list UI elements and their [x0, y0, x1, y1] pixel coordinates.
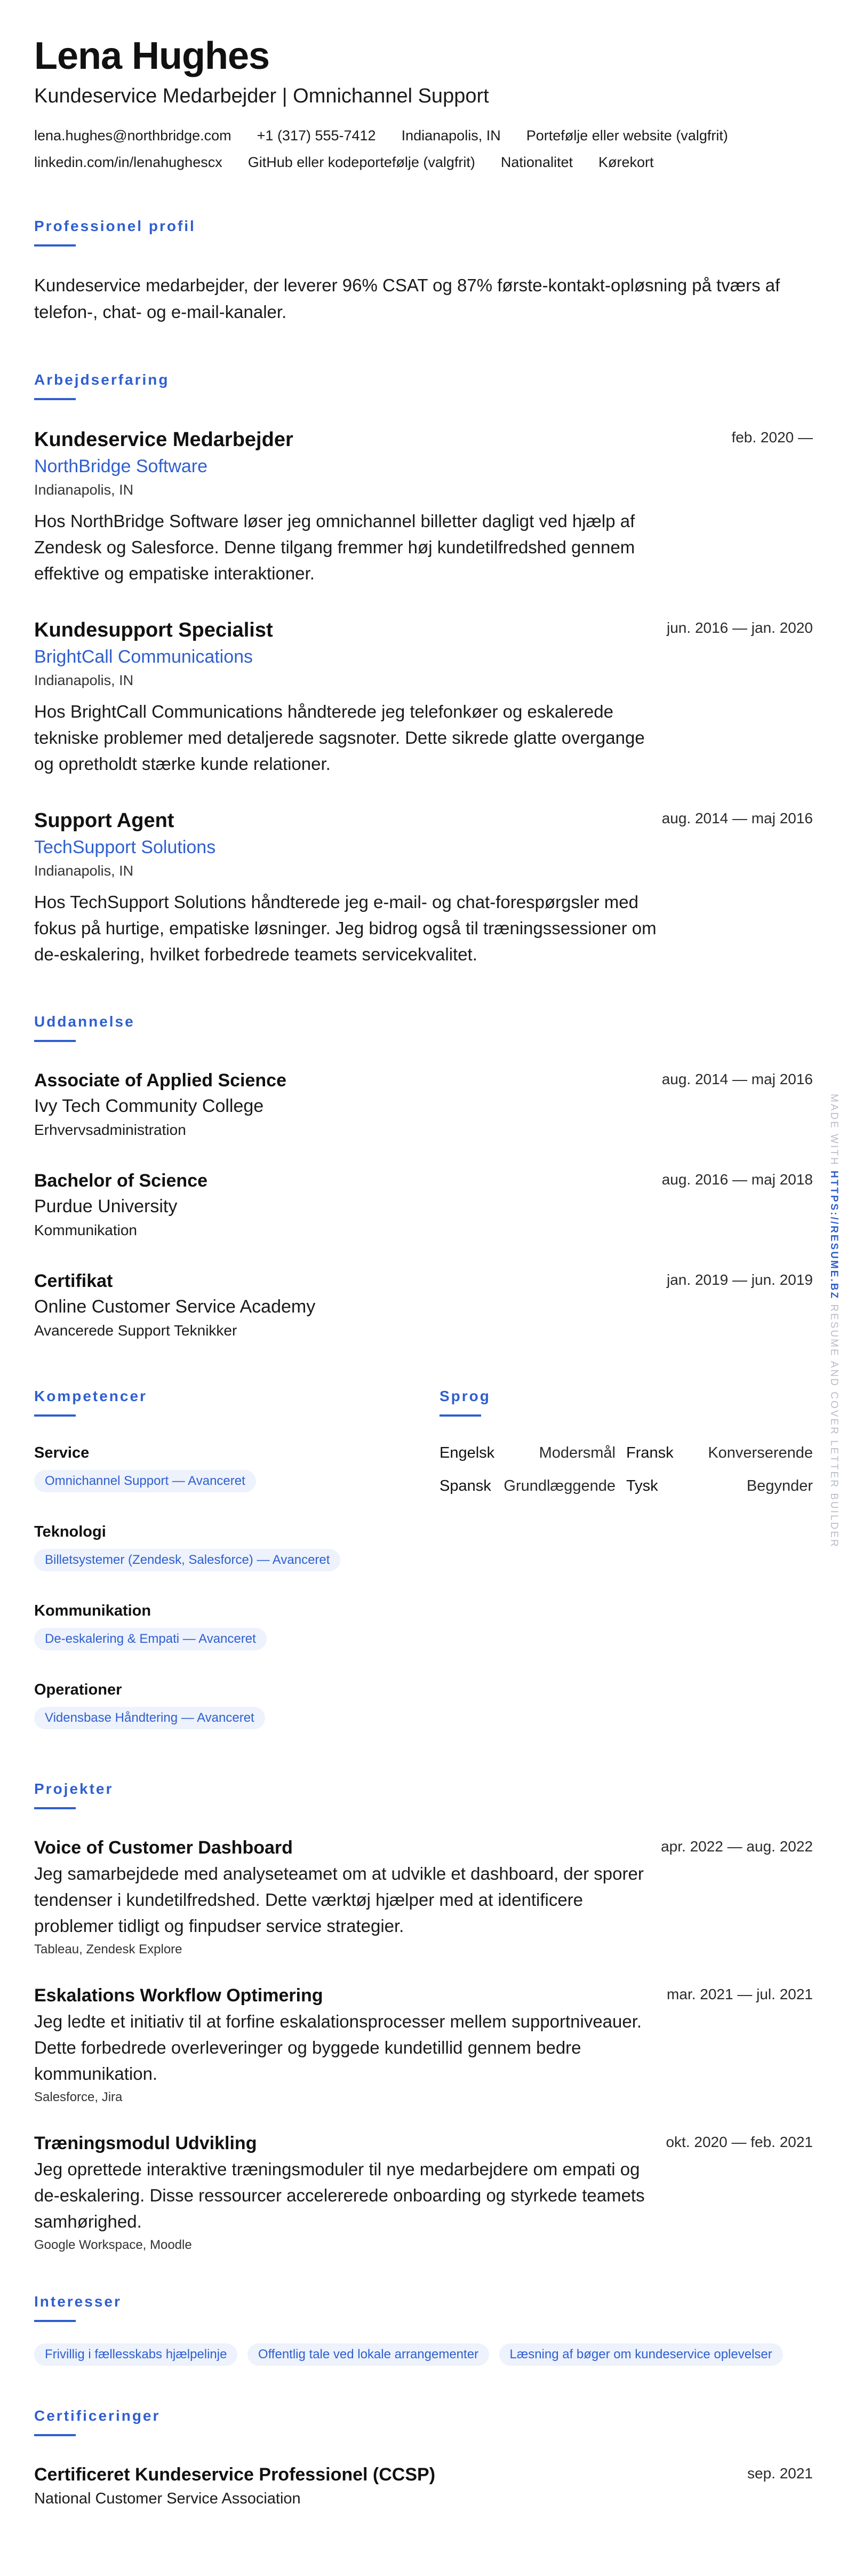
certification-entry	[34, 2462, 813, 2510]
entry-location: Indianapolis, IN	[34, 672, 134, 688]
entry-degree: Certifikat	[34, 1271, 113, 1291]
entry-role: Support Agent	[34, 809, 174, 832]
skills-languages-row	[34, 1387, 813, 1758]
skill-group	[34, 1442, 440, 1500]
contact-row	[34, 126, 802, 172]
skill-group	[34, 1679, 440, 1737]
builder-watermark	[826, 1094, 842, 1548]
languages-section	[440, 1387, 813, 1758]
entry-role: Kundesupport Specialist	[34, 619, 273, 641]
entry-role: Kundeservice Medarbejder	[34, 428, 293, 451]
skill-group	[34, 1521, 440, 1579]
section-divider	[34, 2434, 76, 2436]
entry-description: Hos TechSupport Solutions håndterede jeg e-mail- og chat-forespørgsler med fokus på hurtige, empatiske løsninger. Jeg bidrog også til træningssessioner om de-eskalering, hvilket forbedrede teamets servicekvalitet.	[34, 892, 657, 964]
language-level: Begynder	[746, 1477, 813, 1494]
contact-drivers-license: Kørekort	[598, 154, 654, 170]
skill-chip: Omnichannel Support — Avanceret	[34, 1470, 256, 1492]
skill-category: Service	[34, 1444, 90, 1461]
contact-location: Indianapolis, IN	[401, 128, 501, 144]
interest-chip: Læsning af bøger om kundeservice oplevelser	[499, 2343, 783, 2366]
entry-degree: Bachelor of Science	[34, 1171, 208, 1191]
skill-chip: Billetsystemer (Zendesk, Salesforce) — Avanceret	[34, 1549, 340, 1571]
entry-date: feb. 2020 —	[731, 429, 813, 446]
project-name: Voice of Customer Dashboard	[34, 1838, 293, 1858]
project-entry	[34, 1983, 813, 2107]
entry-date: mar. 2021 — jul. 2021	[667, 1986, 813, 2002]
section-divider	[34, 1040, 76, 1042]
skill-category: Operationer	[34, 1681, 122, 1698]
contact-portfolio[interactable]: Portefølje eller website (valgfrit)	[526, 128, 728, 144]
certifications-section	[34, 2406, 813, 2510]
contact-github[interactable]: GitHub eller kodeportefølje (valgfrit)	[247, 154, 475, 170]
experience-entry	[34, 426, 813, 586]
skill-chip: De-eskalering & Empati — Avanceret	[34, 1628, 267, 1650]
entry-description: Hos BrightCall Communications håndterede jeg telefonkøer og eskalerede tekniske problemer med detaljerede sagsnoter. Dette sikrede glatte overgange og opretholdt stærke kunde relationer.	[34, 702, 645, 774]
experience-section	[34, 370, 813, 967]
entry-date: aug. 2014 — maj 2016	[661, 810, 813, 826]
contact-linkedin[interactable]: linkedin.com/in/lenahughescx	[34, 154, 222, 170]
section-title: Kompetencer	[34, 1388, 147, 1404]
language-item	[440, 1442, 626, 1464]
entry-date: jan. 2019 — jun. 2019	[667, 1271, 813, 1288]
experience-entry	[34, 616, 813, 777]
certification-name: Certificeret Kundeservice Professionel (CCSP)	[34, 2464, 436, 2485]
project-name: Træningsmodul Udvikling	[34, 2133, 257, 2153]
interest-chip: Offentlig tale ved lokale arrangementer	[247, 2343, 489, 2366]
contact-email[interactable]: lena.hughes@northbridge.com	[34, 128, 231, 144]
watermark-text	[828, 1094, 840, 1548]
section-title: Projekter	[34, 1780, 114, 1797]
skills-section	[34, 1387, 440, 1758]
project-description: Jeg ledte et initiativ til at forfine eskalationsprocesser mellem supportniveauer. Dette forbedrede overleveringer og byggede kundetillid gennem bedre kommunikation.	[34, 2011, 642, 2084]
language-item	[440, 1475, 626, 1497]
entry-school: Purdue University	[34, 1196, 178, 1217]
section-title: Professionel profil	[34, 218, 196, 234]
project-entry	[34, 1835, 813, 1959]
watermark-link[interactable]: HTTPS://RESUME.BZ	[828, 1171, 840, 1300]
skill-category: Kommunikation	[34, 1602, 151, 1619]
language-item	[626, 1475, 813, 1497]
section-divider	[34, 244, 76, 247]
section-title: Sprog	[440, 1388, 491, 1404]
contact-phone[interactable]: +1 (317) 555-7412	[257, 128, 376, 144]
skill-chip: Vidensbase Håndtering — Avanceret	[34, 1707, 265, 1729]
project-description: Jeg oprettede interaktive træningsmoduler til nye medarbejdere om empati og de-eskalering. Disse ressourcer accelererede onboarding og styrkede teamets samhørighed.	[34, 2159, 645, 2231]
entry-company: NorthBridge Software	[34, 456, 208, 476]
projects-section	[34, 1779, 813, 2255]
experience-entry	[34, 807, 813, 967]
language-item	[626, 1442, 813, 1464]
language-name: Engelsk	[440, 1444, 495, 1461]
language-name: Fransk	[626, 1444, 674, 1461]
education-entry	[34, 1068, 813, 1141]
entry-date: sep. 2021	[747, 2465, 813, 2482]
education-entry	[34, 1268, 813, 1342]
language-level: Modersmål	[539, 1444, 616, 1461]
language-level: Grundlæggende	[504, 1477, 616, 1494]
section-title: Certificeringer	[34, 2407, 161, 2424]
entry-field: Erhvervsadministration	[34, 1122, 186, 1138]
candidate-headline: Kundeservice Medarbejder | Omnichannel Support	[34, 85, 489, 107]
interests-section	[34, 2292, 813, 2373]
entry-school: Ivy Tech Community College	[34, 1096, 264, 1116]
education-section	[34, 1012, 813, 1342]
resume-header	[34, 33, 813, 172]
watermark-prefix: MADE WITH	[828, 1094, 840, 1166]
entry-field: Kommunikation	[34, 1222, 137, 1238]
entry-date: jun. 2016 — jan. 2020	[667, 619, 813, 636]
language-grid	[440, 1442, 813, 1497]
language-name: Tysk	[626, 1477, 658, 1494]
entry-school: Online Customer Service Academy	[34, 1297, 316, 1317]
entry-description: Hos NorthBridge Software løser jeg omnichannel billetter dagligt ved hjælp af Zendesk og Salesforce. Denne tilgang fremmer høj kundetilfredshed gennem effektive og empatiske interaktioner.	[34, 511, 635, 583]
section-divider	[34, 2320, 76, 2322]
skill-group	[34, 1600, 440, 1658]
section-title: Interesser	[34, 2293, 122, 2310]
project-tools: Salesforce, Jira	[34, 2090, 123, 2104]
entry-company: TechSupport Solutions	[34, 837, 216, 857]
project-name: Eskalations Workflow Optimering	[34, 1985, 323, 2006]
entry-company: BrightCall Communications	[34, 647, 253, 667]
profile-summary: Kundeservice medarbejder, der leverer 96% CSAT og 87% første-kontakt-opløsning på tværs af telefon-, chat- og e-mail-kanaler.	[34, 275, 780, 322]
section-divider	[34, 1414, 76, 1417]
project-description: Jeg samarbejdede med analyseteamet om at udvikle et dashboard, der sporer tendenser i kundetilfredshed. Dette værktøj hjælper med at identificere problemer tidligt og finpudser service strategier.	[34, 1864, 644, 1936]
section-title: Uddannelse	[34, 1013, 135, 1030]
section-title: Arbejdserfaring	[34, 371, 170, 388]
watermark-suffix: RESUME AND COVER LETTER BUILDER	[828, 1304, 840, 1548]
entry-location: Indianapolis, IN	[34, 482, 134, 498]
entry-degree: Associate of Applied Science	[34, 1070, 286, 1091]
profile-section	[34, 217, 813, 325]
entry-date: okt. 2020 — feb. 2021	[666, 2134, 813, 2150]
section-divider	[34, 1807, 76, 1809]
candidate-name: Lena Hughes	[34, 35, 270, 77]
skill-category: Teknologi	[34, 1523, 106, 1540]
section-divider	[34, 398, 76, 400]
project-tools: Tableau, Zendesk Explore	[34, 1942, 182, 1957]
section-divider	[440, 1414, 481, 1417]
language-name: Spansk	[440, 1477, 491, 1494]
project-tools: Google Workspace, Moodle	[34, 2238, 192, 2252]
language-level: Konverserende	[708, 1444, 813, 1461]
entry-date: aug. 2014 — maj 2016	[661, 1071, 813, 1087]
entry-date: apr. 2022 — aug. 2022	[661, 1838, 813, 1855]
interest-chips	[34, 2343, 802, 2373]
entry-date: aug. 2016 — maj 2018	[661, 1171, 813, 1188]
interest-chip: Frivillig i fællesskabs hjælpelinje	[34, 2343, 237, 2366]
contact-nationality: Nationalitet	[500, 154, 573, 170]
education-entry	[34, 1168, 813, 1242]
entry-field: Avancerede Support Teknikker	[34, 1322, 237, 1339]
project-entry	[34, 2130, 813, 2255]
certification-issuer: National Customer Service Association	[34, 2490, 301, 2507]
entry-location: Indianapolis, IN	[34, 863, 134, 879]
